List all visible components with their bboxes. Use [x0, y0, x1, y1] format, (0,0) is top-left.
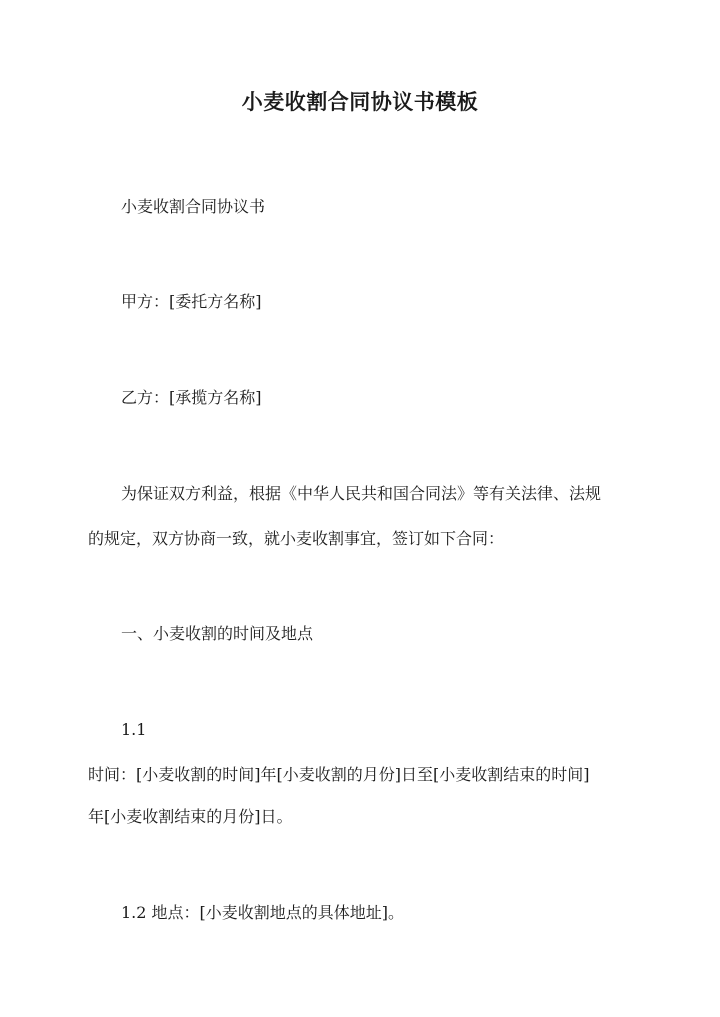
contract-heading: 小麦收割合同协议书	[121, 197, 266, 216]
party-b-line: 乙方：[承揽方名称]	[121, 388, 262, 407]
preamble-line-2: 的规定，双方协商一致，就小麦收割事宜，签订如下合同：	[88, 529, 505, 548]
clause-1-1-line-1: 时间：[小麦收割的时间]年[小麦收割的月份]日至[小麦收割结束的时间]	[88, 765, 590, 784]
party-a-line: 甲方：[委托方名称]	[121, 292, 262, 311]
clause-1-2: 1.2 地点：[小麦收割地点的具体地址]。	[121, 903, 405, 922]
section-1-heading: 一、小麦收割的时间及地点	[121, 624, 314, 643]
clause-1-1-number: 1.1	[121, 720, 147, 739]
document-title: 小麦收割合同协议书模板	[241, 89, 479, 114]
preamble-line-1: 为保证双方利益，根据《中华人民共和国合同法》等有关法律、法规	[121, 484, 602, 503]
clause-1-1-line-2: 年[小麦收割结束的月份]日。	[88, 807, 293, 826]
